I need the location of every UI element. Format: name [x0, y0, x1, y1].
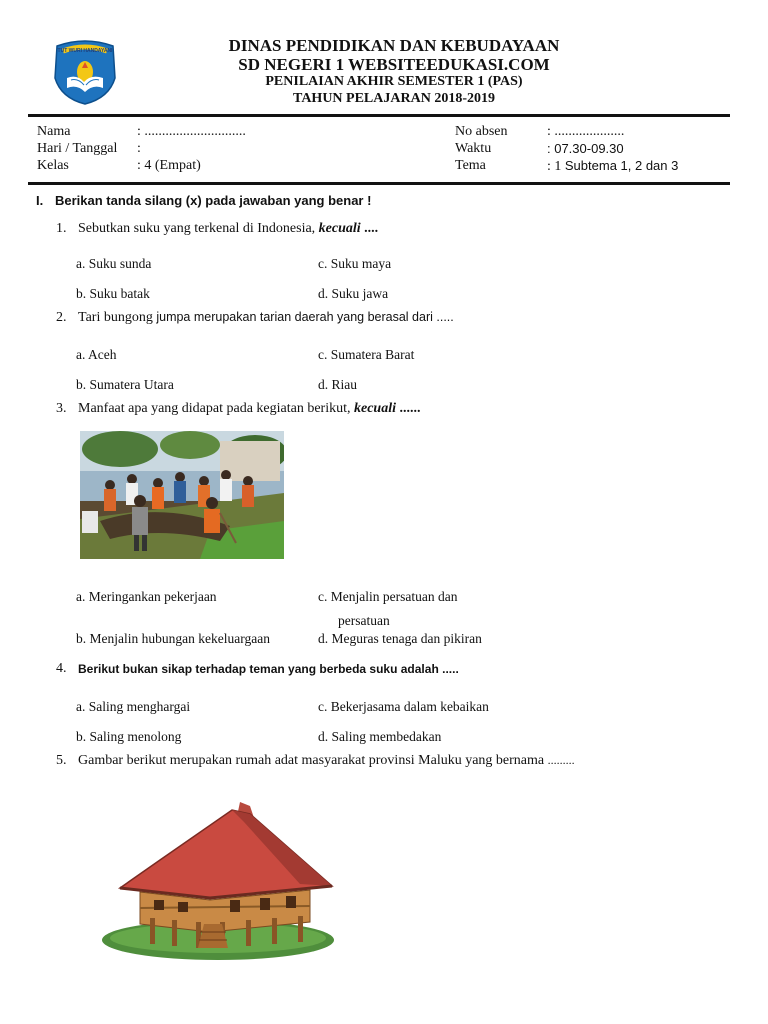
tema-label: Tema	[455, 158, 486, 173]
nama-label: Nama	[37, 124, 71, 139]
tema-value	[547, 158, 678, 175]
hari-tanggal-label: Hari / Tanggal	[37, 141, 118, 156]
logo-text: TUT WURI HANDAYANI	[57, 48, 113, 54]
header-divider	[28, 114, 730, 117]
no-absen-field[interactable]: : ....................	[547, 124, 625, 139]
hari-tanggal-field[interactable]: :	[137, 141, 141, 156]
info-divider	[28, 182, 730, 185]
question-2-text	[78, 310, 454, 326]
question-3-tail: ......	[396, 401, 421, 416]
q3-option-d[interactable]: d. Meguras tenaga dan pikiran	[318, 631, 482, 646]
waktu-value: : 07.30-09.30	[547, 141, 624, 156]
question-1-tail: ....	[360, 221, 379, 236]
q2-option-b[interactable]: b. Sumatera Utara	[76, 377, 174, 392]
q3-option-c-continuation: persatuan	[338, 613, 390, 628]
question-3-stem: Manfaat apa yang didapat pada kegiatan berikut,	[78, 401, 354, 416]
maluku-traditional-house-illustration	[100, 800, 336, 962]
question-5-number: 5.	[56, 753, 67, 768]
header-exam-name: PENILAIAN AKHIR SEMESTER 1 (PAS)	[265, 74, 523, 89]
q4-option-a[interactable]: a. Saling menghargai	[76, 699, 191, 714]
header-title-dinas: DINAS PENDIDIKAN DAN KEBUDAYAAN	[228, 36, 560, 55]
tema-colon: : 1	[547, 159, 565, 174]
question-3-text	[78, 401, 421, 417]
header-academic-year: TAHUN PELAJARAN 2018-2019	[293, 91, 495, 106]
question-2-tail: jumpa merupakan tarian daerah yang berasal dari .....	[156, 310, 454, 324]
question-1-text	[78, 221, 378, 237]
question-5-text	[78, 753, 575, 769]
question-3-number: 3.	[56, 401, 67, 416]
nama-field[interactable]: : .............................	[137, 124, 246, 139]
q3-option-c[interactable]: c. Menjalin persatuan dan	[318, 589, 458, 604]
question-2-number: 2.	[56, 310, 67, 325]
q2-option-a[interactable]: a. Aceh	[76, 347, 117, 362]
q1-option-d[interactable]: d. Suku jawa	[318, 286, 389, 301]
question-4-text: Berikut bukan sikap terhadap teman yang berbeda suku adalah .....	[78, 662, 459, 676]
q2-option-d[interactable]: d. Riau	[318, 377, 357, 392]
question-5-stem: Gambar berikut merupakan rumah adat masyarakat provinsi Maluku yang bernama	[78, 753, 548, 768]
question-3-emphasis: kecuali	[354, 401, 396, 416]
tema-subtema: Subtema 1, 2 dan 3	[564, 158, 679, 173]
q4-option-c[interactable]: c. Bekerjasama dalam kebaikan	[318, 699, 489, 714]
q3-option-a[interactable]: a. Meringankan pekerjaan	[76, 589, 217, 604]
q1-option-b[interactable]: b. Suku batak	[76, 286, 150, 301]
question-1-emphasis: kecuali	[318, 221, 361, 236]
q3-option-b[interactable]: b. Menjalin hubungan kekeluargaan	[76, 631, 270, 646]
q4-option-d[interactable]: d. Saling membedakan	[318, 729, 442, 744]
q2-option-c[interactable]: c. Sumatera Barat	[318, 347, 415, 362]
community-work-photo	[80, 431, 284, 559]
q1-option-a[interactable]: a. Suku sunda	[76, 256, 152, 271]
question-2-stem: Tari bungong	[78, 310, 157, 325]
header-title-school: SD NEGERI 1 WEBSITEEDUKASI.COM	[238, 55, 550, 74]
question-4-number: 4.	[56, 661, 67, 676]
section-instruction: Berikan tanda silang (x) pada jawaban yang benar !	[55, 193, 372, 208]
waktu-label: Waktu	[455, 141, 492, 156]
question-5-tail: .........	[547, 753, 575, 767]
section-number: I.	[36, 193, 44, 208]
no-absen-label: No absen	[455, 124, 508, 139]
question-1-number: 1.	[56, 221, 67, 236]
kelas-value: : 4 (Empat)	[137, 158, 201, 173]
q1-option-c[interactable]: c. Suku maya	[318, 256, 392, 271]
question-1-stem: Sebutkan suku yang terkenal di Indonesia,	[78, 221, 319, 236]
q4-option-b[interactable]: b. Saling menolong	[76, 729, 182, 744]
kelas-label: Kelas	[37, 158, 69, 173]
